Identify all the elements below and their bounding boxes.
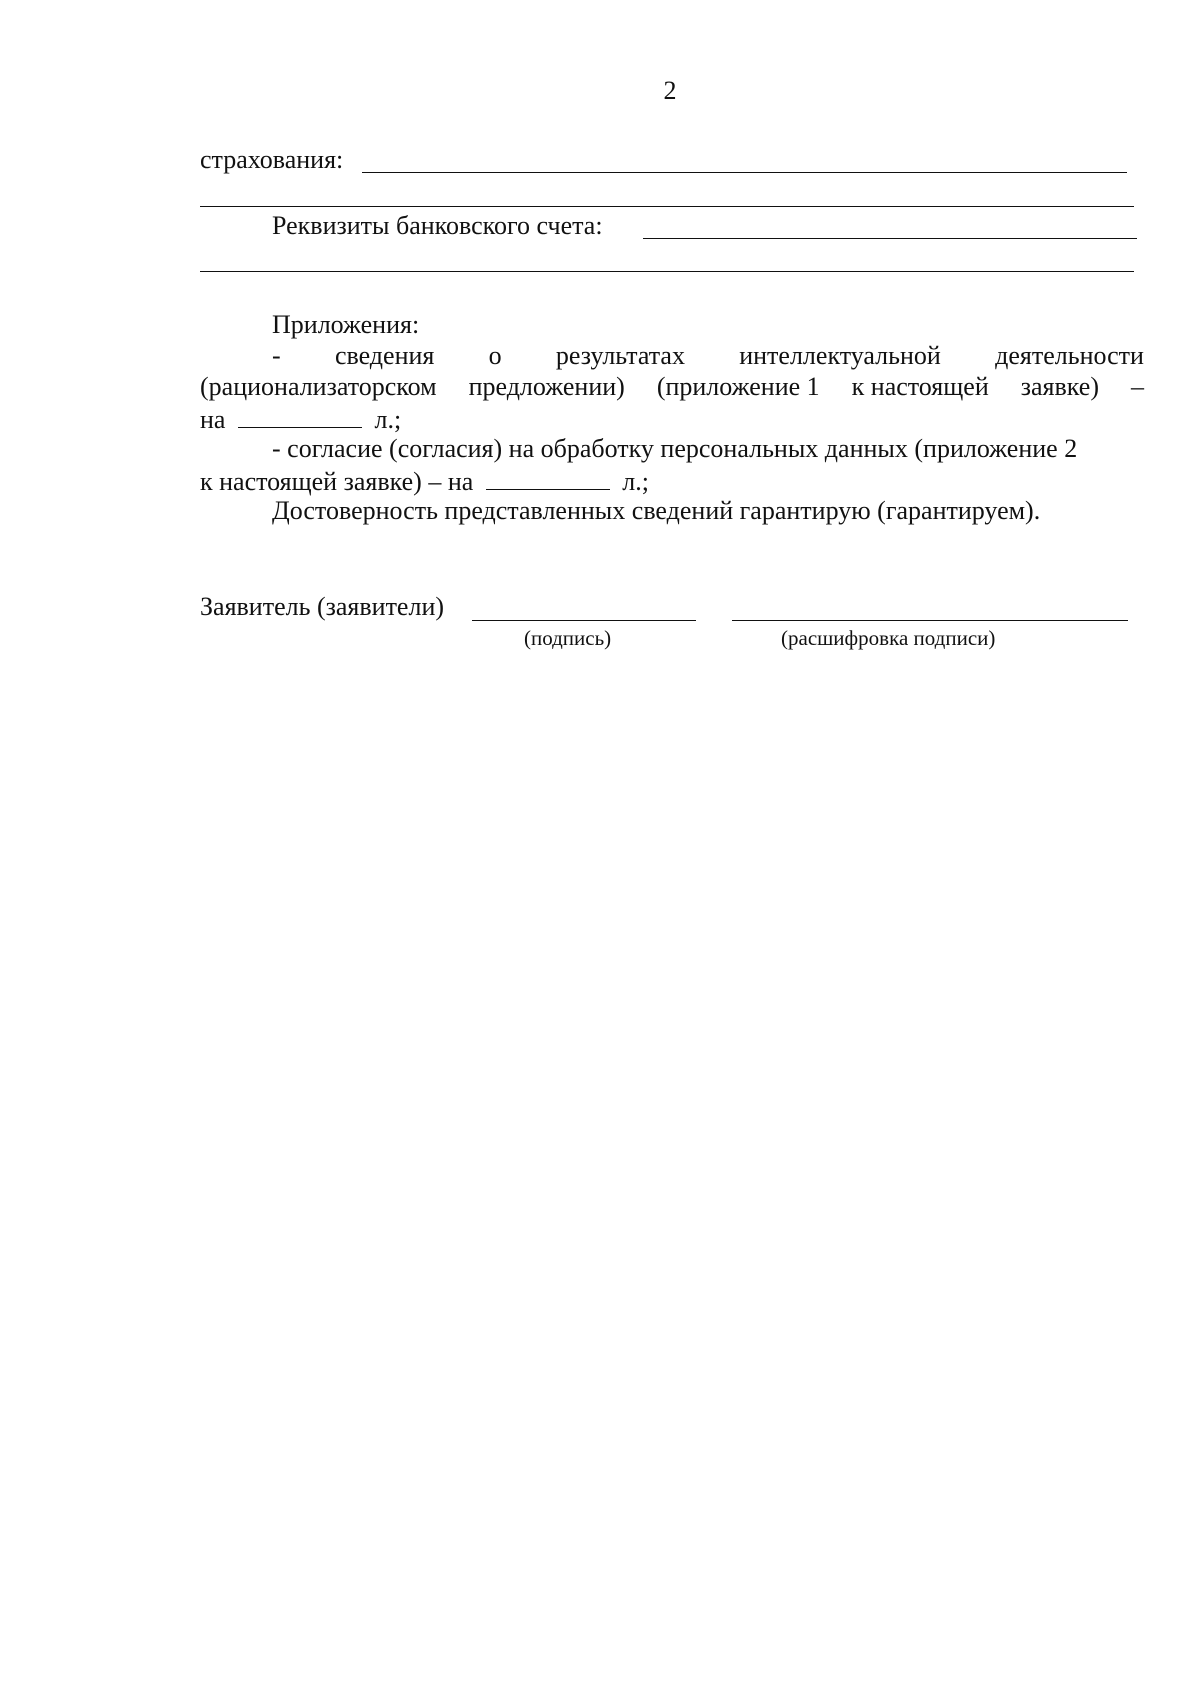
word: (рационализаторском xyxy=(200,372,437,401)
attachments-heading: Приложения: xyxy=(272,310,420,339)
pages-count-blank[interactable] xyxy=(486,465,610,490)
word: – xyxy=(1130,372,1144,401)
insurance-blank-line[interactable] xyxy=(362,172,1127,173)
word: (приложение 1 xyxy=(656,372,820,401)
word: интеллектуальной xyxy=(739,341,941,370)
pages-prefix: на xyxy=(200,405,226,434)
insurance-continuation-line[interactable] xyxy=(200,206,1134,207)
attachment-item-2-line-2 xyxy=(200,465,649,497)
bank-continuation-line[interactable] xyxy=(200,271,1134,272)
word: к настоящей xyxy=(851,372,989,401)
signature-caption: (подпись) xyxy=(524,626,612,650)
bank-blank-line[interactable] xyxy=(643,238,1137,239)
attachment-item-1-line-3 xyxy=(200,403,401,435)
word: деятельности xyxy=(995,341,1144,370)
pages-count-blank[interactable] xyxy=(238,403,362,428)
signature-blank-line[interactable] xyxy=(472,620,696,621)
pages-suffix: л.; xyxy=(622,467,649,496)
attachment-item-1-line-1 xyxy=(200,341,1144,371)
pages-prefix: к настоящей заявке) – на xyxy=(200,467,474,496)
word: результатах xyxy=(555,341,685,370)
word: сведения xyxy=(334,341,435,370)
word: заявке) xyxy=(1020,372,1099,401)
page-number: 2 xyxy=(663,76,677,105)
word: - xyxy=(272,341,281,370)
word: о xyxy=(488,341,502,370)
pages-suffix: л.; xyxy=(374,405,402,434)
applicant-label: Заявитель (заявители) xyxy=(200,592,445,621)
attachment-item-1-line-2 xyxy=(200,372,1144,402)
word: предложении) xyxy=(468,372,625,401)
authenticity-statement: Достоверность представленных сведений гарантирую (гарантируем). xyxy=(272,496,1041,525)
attachment-item-2-line-1: - согласие (согласия) на обработку персональных данных (приложение 2 xyxy=(272,434,1078,463)
signature-decoding-blank-line[interactable] xyxy=(732,620,1128,621)
insurance-label: страхования: xyxy=(200,145,344,174)
signature-decoding-caption: (расшифровка подписи) xyxy=(781,626,996,650)
bank-label: Реквизиты банковского счета: xyxy=(272,211,603,240)
